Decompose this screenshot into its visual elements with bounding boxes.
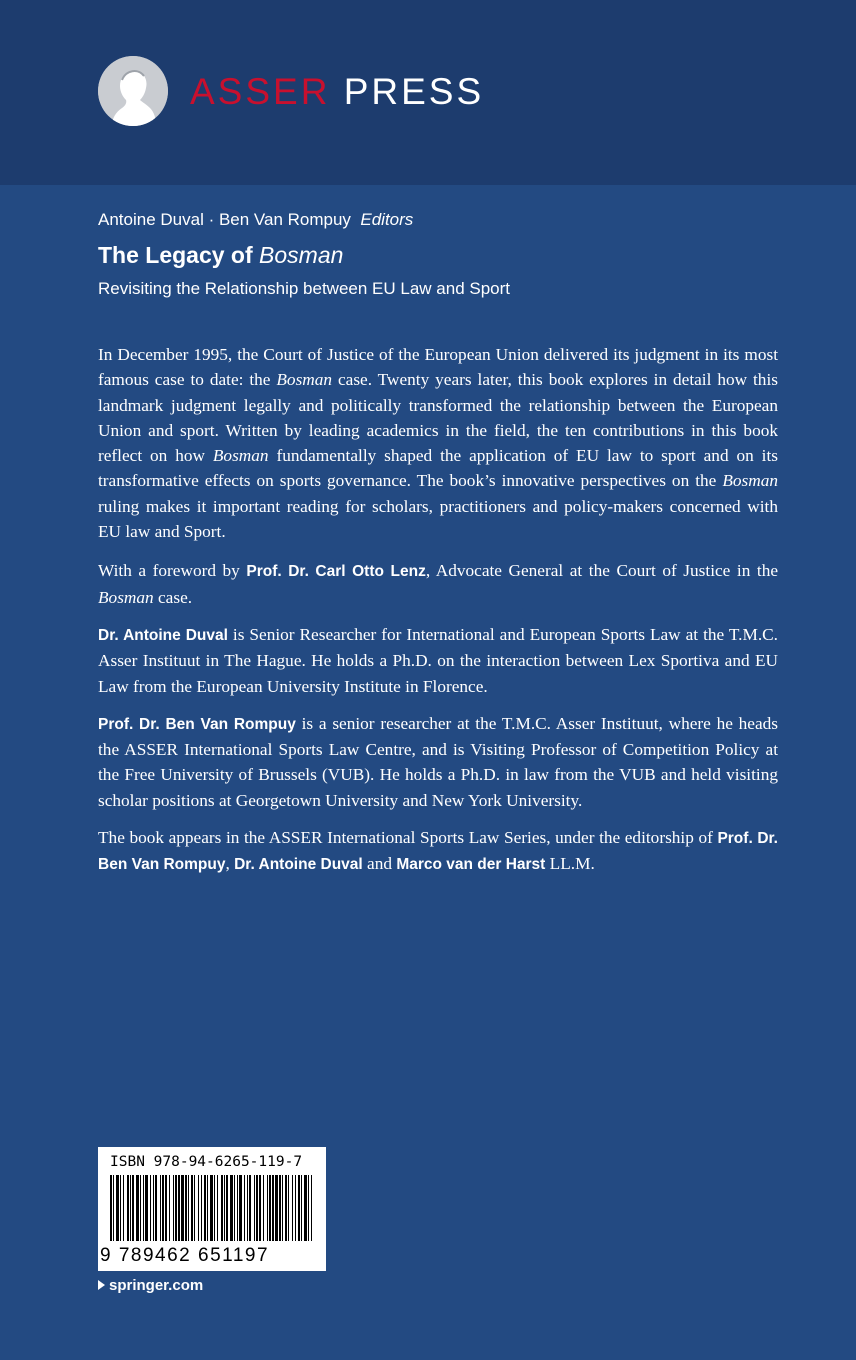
text-run: With a foreword by: [98, 561, 247, 581]
text-run-italic: Bosman: [98, 587, 154, 607]
text-run: ,: [225, 854, 235, 874]
editors-role: Editors: [360, 210, 414, 229]
publisher-website[interactable]: [98, 1276, 203, 1296]
barcode-bars-icon: [110, 1175, 314, 1247]
text-run: LL.M.: [545, 854, 595, 874]
blurb-paragraph-duval-bio: [98, 622, 778, 699]
text-run: and: [362, 854, 397, 874]
text-run: , Advocate General at the Court of Justice in the: [425, 561, 779, 581]
text-run-italic: Bosman: [276, 370, 333, 390]
text-run-bold: Prof. Dr. Carl Otto Lenz: [246, 563, 426, 581]
text-run-italic: Bosman: [212, 446, 269, 466]
blurb-paragraph-summary: [98, 342, 778, 544]
text-run: case. Twenty years later, this book explores in detail how this landmark judgment legally and politically transformed the relationship between the European Union and sport. Written by leading academics in the field, the ten contributions in this book reflect on how: [98, 370, 778, 466]
text-run-bold: Dr. Antoine Duval: [98, 626, 228, 644]
text-run-italic: Bosman: [722, 471, 778, 491]
title-prefix: The Legacy of: [98, 242, 260, 268]
text-run: case.: [153, 587, 193, 607]
website-label: springer.com: [109, 1277, 204, 1294]
publisher-name: [190, 70, 484, 114]
text-run-bold: Dr. Antoine Duval: [234, 856, 363, 874]
book-subtitle: Revisiting the Relationship between EU Law and Sport: [98, 279, 511, 298]
text-run: The book appears in the ASSER International Sports Law Series, under the editorship of: [98, 828, 718, 848]
publisher-name-press: PRESS: [343, 71, 485, 112]
text-run: is Senior Researcher for International and European Sports Law at the T.M.C. Asser Instituut in The Hague. He holds a Ph.D. on the interaction between Lex Sportiva and EU Law from the European University Institute in Florence.: [98, 624, 779, 696]
text-run-bold: Prof. Dr. Ben Van Rompuy: [98, 830, 778, 874]
editor-names: Antoine Duval · Ben Van Rompuy: [98, 210, 351, 229]
isbn-barcode: [98, 1147, 326, 1271]
publisher-logo: [98, 56, 168, 126]
publisher-name-asser: ASSER: [190, 71, 331, 112]
text-run: ruling makes it important reading for scholars, practitioners and policy-makers concerned with EU law and Sport.: [98, 496, 778, 542]
blurb-paragraph-series: [98, 825, 778, 878]
isbn-label: ISBN 978-94-6265-119-7: [110, 1154, 303, 1170]
header-band: [0, 0, 856, 185]
text-run: In December 1995, the Court of Justice of the European Union delivered its judgment in its most famous case to date: the: [98, 345, 778, 390]
blurb-paragraph-vanrompuy-bio: [98, 711, 778, 813]
text-run: fundamentally shaped the application of EU law to sport and on its transformative effects on sports governance. The book’s innovative perspectives on the: [98, 446, 778, 491]
book-header: [98, 208, 798, 302]
portrait-icon: [98, 56, 168, 126]
editors-line: [98, 208, 798, 232]
blurb-paragraph-foreword: [98, 558, 778, 610]
arrow-right-icon: [98, 1280, 105, 1290]
text-run: is a senior researcher at the T.M.C. Asser Instituut, where he heads the ASSER International Sports Law Centre, and is Visiting Professor of Competition Policy at the Free University of Brussels (VUB). He holds a Ph.D. in law from the VUB and held visiting scholar positions at Georgetown University and New York University.: [98, 713, 779, 810]
barcode-digits: 9 789462 651197: [100, 1245, 270, 1266]
book-title: [98, 238, 798, 272]
text-run-bold: Prof. Dr. Ben Van Rompuy: [98, 715, 296, 733]
back-cover-blurb: [98, 342, 778, 890]
title-italic: Bosman: [259, 242, 344, 268]
text-run-bold: Marco van der Harst: [396, 856, 546, 874]
